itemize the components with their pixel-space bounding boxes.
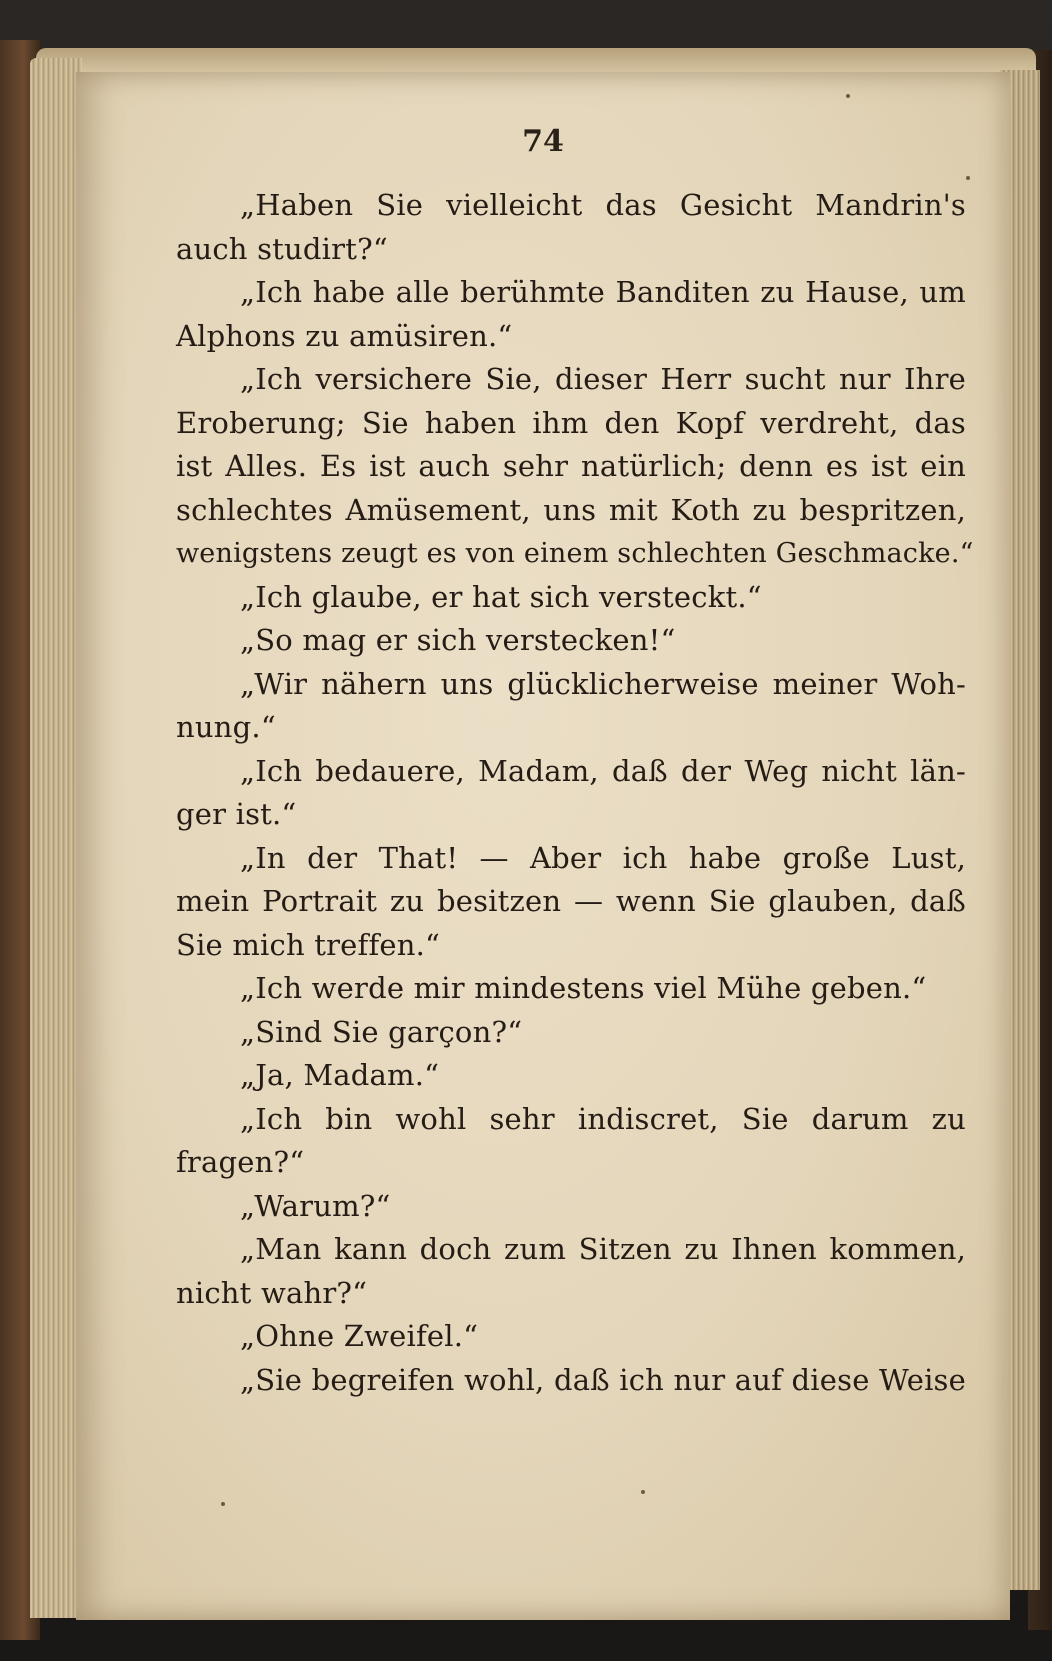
paper-speck <box>846 94 850 98</box>
text-line: „Ich werde mir mindestens viel Mühe geben.“ <box>240 971 927 1005</box>
text-line: „Warum?“ <box>240 1188 391 1223</box>
text-line: „Sind Sie garçon?“ <box>240 1014 523 1049</box>
text-line: Sie mich treffen.“ <box>176 927 441 962</box>
text-line: „Ich bedauere, Madam, daß der Weg nicht län- <box>240 753 966 788</box>
text-line: nicht wahr?“ <box>176 1275 368 1310</box>
text-line: „Ich bin wohl sehr indiscret, Sie darum zu <box>240 1101 966 1136</box>
book-page <box>76 72 1010 1620</box>
text-line: „Ja, Madam.“ <box>240 1058 440 1092</box>
text-line: ist Alles. Es ist auch sehr natürlich; denn es ist ein <box>176 449 966 483</box>
text-line: „Ich versichere Sie, dieser Herr sucht nur Ihre <box>240 362 966 396</box>
text-line: „Man kann doch zum Sitzen zu Ihnen kommen, <box>240 1232 966 1266</box>
text-line: Alphons zu amüsiren.“ <box>176 318 513 353</box>
page-edges-left <box>30 58 82 1618</box>
text-line: „Sie begreifen wohl, daß ich nur auf diese Weise <box>240 1362 966 1397</box>
text-line: „In der That! — Aber ich habe große Lust, <box>240 840 966 875</box>
text-line: „Ich habe alle berühmte Banditen zu Hause, um <box>240 275 966 309</box>
text-line: auch studirt?“ <box>176 231 388 266</box>
text-line: schlechtes Amüsement, uns mit Koth zu bespritzen, <box>176 492 966 527</box>
paper-speck <box>966 176 970 180</box>
text-line: „So mag er sich verstecken!“ <box>240 623 676 657</box>
text-line: mein Portrait zu besitzen — wenn Sie glauben, daß <box>176 884 966 918</box>
text-line: nung.“ <box>176 710 276 744</box>
page-text <box>176 184 974 1402</box>
text-line: „Ohne Zweifel.“ <box>240 1319 479 1353</box>
text-line: wenigstens zeugt es von einem schlechten Geschmacke.“ <box>176 538 974 569</box>
text-line: „Ich glaube, er hat sich versteckt.“ <box>240 579 762 614</box>
paper-speck <box>641 1490 645 1494</box>
text-line: „Haben Sie vielleicht das Gesicht Mandrin's <box>240 188 966 222</box>
page-number: 74 <box>522 124 564 159</box>
text-line: „Wir nähern uns glücklicherweise meiner Woh- <box>240 666 966 701</box>
text-line: ger ist.“ <box>176 797 297 831</box>
text-line: fragen?“ <box>176 1145 305 1179</box>
text-line: Eroberung; Sie haben ihm den Kopf verdreht, das <box>176 405 966 440</box>
paper-speck <box>221 1502 225 1506</box>
